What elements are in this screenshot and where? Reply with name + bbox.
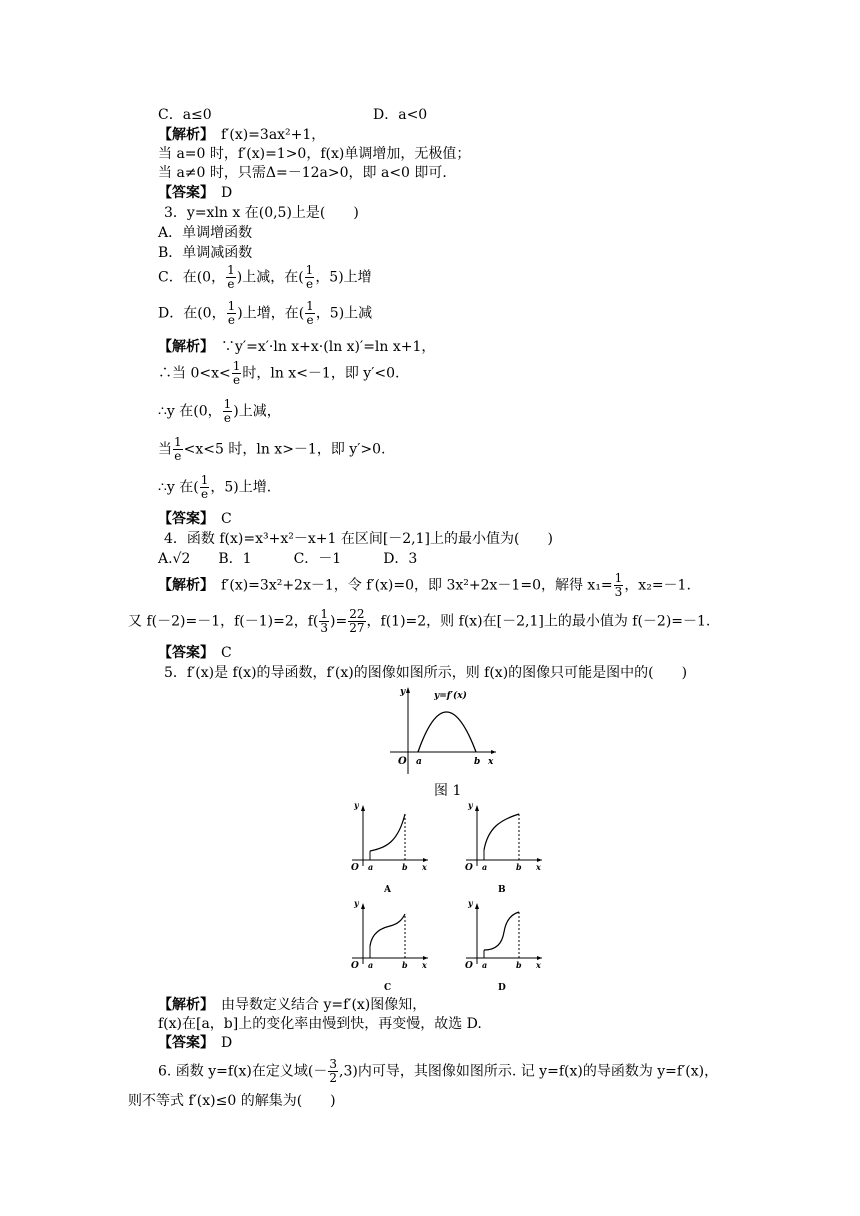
- text: ，f(1)=2，则 f(x)在[－2,1]上的最小值为 f(－2)=－1.: [366, 613, 711, 630]
- text: ∴y 在(: [158, 479, 199, 496]
- text: <x<5 时，ln x>－1，即 y′>0.: [183, 441, 386, 458]
- fraction: [305, 300, 315, 327]
- answer-label: 【答案】: [158, 645, 207, 661]
- numerator: 1: [174, 435, 182, 449]
- text: ，5)上减: [315, 305, 373, 322]
- denominator: e: [201, 487, 209, 501]
- q5-analysis-line-1: [158, 996, 426, 1014]
- q3-option-a: A．单调增函数: [158, 225, 253, 241]
- numerator: 1: [614, 571, 623, 585]
- q3-option-b: B．单调减函数: [158, 245, 253, 261]
- text: D．在(0，: [158, 305, 226, 322]
- text: ∴当 0<x<: [158, 365, 231, 382]
- tick-b-label: b: [516, 960, 522, 970]
- text: )上增，在(: [237, 305, 305, 322]
- text: ，5)上增.: [210, 479, 272, 496]
- option-b-graph: [462, 800, 550, 896]
- denominator: 27: [349, 621, 365, 635]
- numerator: 1: [320, 607, 329, 621]
- axis-y-label: y: [354, 898, 359, 908]
- numerator: 1: [223, 397, 232, 411]
- numerator: 1: [200, 473, 209, 487]
- tick-b-label: b: [402, 960, 408, 970]
- analysis-label: 【解析】: [158, 339, 207, 355]
- axis-y-label: y: [354, 800, 359, 810]
- denominator: e: [227, 277, 235, 291]
- numerator: 1: [227, 263, 235, 277]
- tick-a-label: a: [482, 960, 488, 970]
- q3-analysis-line-2: [158, 360, 399, 387]
- text: )上减，: [233, 403, 281, 420]
- origin-label: O: [351, 863, 359, 873]
- q5-stem: 5．f′(x)是 f(x)的导函数，f′(x)的图像如图所示，则 f(x)的图像只可能是图中的( ): [164, 665, 688, 681]
- analysis-label: 【解析】: [158, 997, 207, 1013]
- analysis-label: 【解析】: [158, 577, 207, 594]
- axis-x-label: x: [536, 862, 541, 872]
- text: )=: [330, 613, 348, 630]
- axis-y-label: y: [468, 898, 473, 908]
- text: ，x₂=－1.: [624, 577, 691, 594]
- tick-a-label: a: [368, 862, 374, 872]
- q6-stem-line-2: 则不等式 f′(x)≤0 的解集为( ): [128, 1093, 336, 1109]
- fraction: [173, 436, 183, 463]
- numerator: 1: [227, 299, 236, 313]
- tick-b-label: b: [474, 757, 481, 767]
- numerator: 1: [306, 299, 314, 313]
- axis-x-label: x: [488, 757, 494, 767]
- q2-analysis-line-1: [158, 126, 325, 144]
- analysis-text: f′(x)=3ax²+1，: [221, 127, 326, 143]
- q3-analysis-line-4: [158, 436, 385, 463]
- numerator: 3: [329, 1057, 338, 1071]
- text: ∴y 在(0，: [158, 403, 222, 420]
- fraction: [305, 264, 315, 291]
- q5-analysis-line-2: f(x)在[a，b]上的变化率由慢到快，再变慢，故选 D.: [158, 1016, 482, 1032]
- answer-value: C: [221, 645, 232, 661]
- text: f′(x)=3x²+2x－1，令 f′(x)=0，即 3x²+2x－1=0，解得 x₁=: [221, 577, 613, 594]
- curve-label: y=f′(x): [434, 691, 467, 701]
- option-a-graph: [348, 800, 436, 896]
- figure-1-derivative-graph: [390, 684, 500, 776]
- denominator: 2: [329, 1071, 338, 1085]
- fraction: [328, 1058, 338, 1085]
- analysis-label: 【解析】: [158, 127, 207, 143]
- q3-analysis-line-1: [158, 338, 435, 356]
- answer-value: D: [221, 1035, 233, 1051]
- answer-value: D: [221, 185, 233, 201]
- denominator: e: [232, 373, 241, 387]
- q4-answer: [158, 644, 232, 662]
- q3-analysis-line-3: [158, 398, 281, 425]
- option-c-graph: [348, 898, 436, 994]
- q2-option-d: D．a<0: [373, 107, 428, 123]
- analysis-text: 由导数定义结合 y=f′(x)图像知，: [221, 997, 427, 1013]
- fraction: [614, 572, 624, 599]
- fraction: [226, 264, 236, 291]
- denominator: e: [223, 411, 232, 425]
- origin-label: O: [351, 961, 359, 971]
- text: C．在(0，: [158, 269, 226, 286]
- text: 又 f(－2)=－1，f(－1)=2，f(: [128, 613, 319, 630]
- q6-stem-line-1: [158, 1058, 718, 1085]
- tick-a-label: a: [368, 960, 374, 970]
- panel-label-d: D: [498, 983, 506, 993]
- q4-stem: 4．函数 f(x)=x³+x²－x+1 在区间[－2,1]上的最小值为( ): [164, 531, 553, 547]
- axis-x-label: x: [422, 960, 427, 970]
- q3-option-d: [158, 300, 372, 327]
- tick-a-label: a: [416, 757, 422, 767]
- numerator: 1: [305, 263, 314, 277]
- denominator: 3: [614, 585, 623, 599]
- q4-analysis-line-1: [158, 572, 691, 599]
- panel-label-a: A: [384, 885, 391, 895]
- q3-answer: [158, 510, 232, 528]
- answer-label: 【答案】: [158, 185, 207, 201]
- fraction: [319, 608, 329, 635]
- denominator: 3: [320, 621, 329, 635]
- answer-value: C: [221, 511, 232, 527]
- origin-label: O: [465, 863, 473, 873]
- q2-answer: [158, 184, 232, 202]
- denominator: e: [227, 313, 235, 327]
- option-d-graph: [462, 898, 550, 994]
- numerator: 1: [232, 359, 241, 373]
- numerator: 22: [349, 607, 365, 621]
- fraction: [227, 300, 237, 327]
- tick-b-label: b: [516, 862, 522, 872]
- axis-y-label: y: [400, 687, 406, 697]
- text: )上减，在(: [236, 269, 304, 286]
- q4-analysis-line-2: [128, 608, 710, 635]
- text: 当: [158, 441, 172, 458]
- q3-option-c: [158, 264, 372, 291]
- origin-label: O: [398, 756, 407, 767]
- q3-stem: 3．y=xln x 在(0,5)上是( ): [164, 205, 359, 221]
- answer-label: 【答案】: [158, 1035, 207, 1051]
- axis-y-label: y: [468, 800, 473, 810]
- denominator: e: [174, 449, 182, 463]
- panel-label-b: B: [498, 885, 506, 895]
- text: ,3)内可导，其图像如图所示. 记 y=f(x)的导函数为 y=f′(x)，: [339, 1063, 719, 1080]
- denominator: e: [305, 277, 314, 291]
- figure-1-caption: 图 1: [434, 783, 462, 799]
- text: 6. 函数 y=f(x)在定义域(－: [158, 1063, 328, 1080]
- answer-label: 【答案】: [158, 511, 207, 527]
- q5-answer: [158, 1034, 232, 1052]
- panel-label-c: C: [384, 983, 392, 993]
- q4-options: A.√2 B．1 C．－1 D．3: [158, 551, 418, 567]
- text: ，5)上增: [315, 269, 372, 286]
- q3-analysis-line-5: [158, 474, 271, 501]
- axis-x-label: x: [536, 960, 541, 970]
- fraction: [223, 398, 233, 425]
- q2-analysis-line-3: 当 a≠0 时，只需Δ=－12a>0，即 a<0 即可．: [158, 165, 457, 181]
- origin-label: O: [465, 961, 473, 971]
- q2-analysis-line-2: 当 a=0 时，f′(x)=1>0，f(x)单调增加，无极值；: [158, 146, 471, 162]
- text: 时，ln x<－1，即 y′<0.: [242, 365, 400, 382]
- fraction: [232, 360, 242, 387]
- tick-a-label: a: [482, 862, 488, 872]
- analysis-text: ∵y′=x′·ln x+x·(ln x)′=ln x+1，: [221, 339, 436, 355]
- fraction: [200, 474, 210, 501]
- tick-b-label: b: [402, 862, 408, 872]
- q2-option-c: C．a≤0: [158, 107, 212, 123]
- fraction: [348, 608, 365, 635]
- denominator: e: [306, 313, 314, 327]
- axis-x-label: x: [422, 862, 427, 872]
